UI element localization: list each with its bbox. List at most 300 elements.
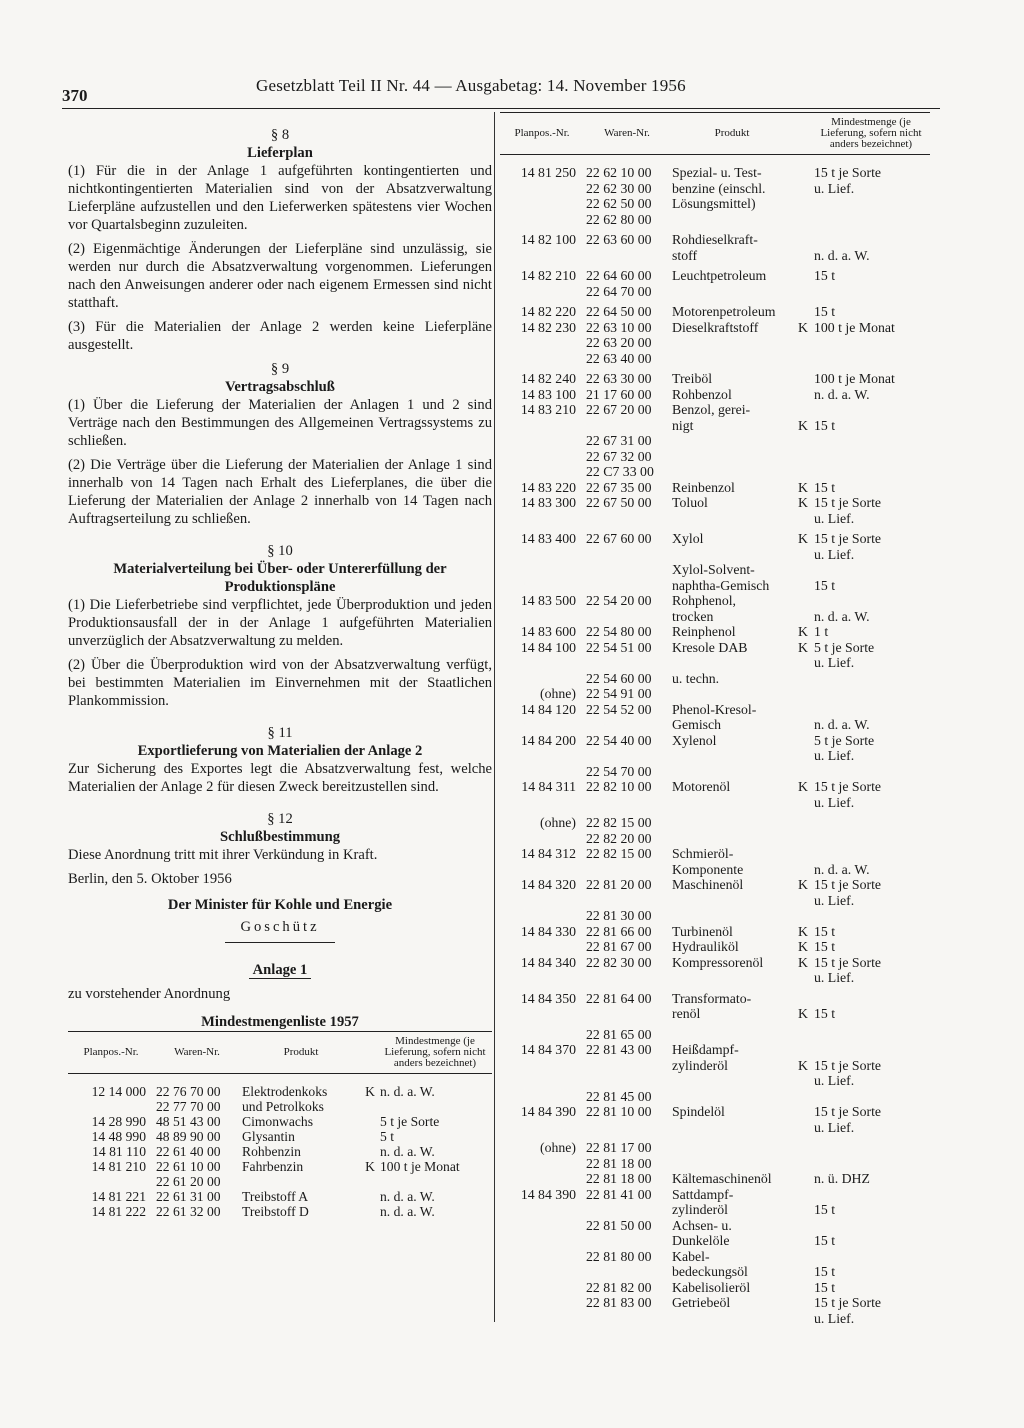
table-row <box>500 846 930 862</box>
cell-produkt <box>670 1120 794 1136</box>
cell-produkt <box>670 686 794 702</box>
cell-produkt <box>670 1073 794 1089</box>
left-column <box>68 124 492 1219</box>
cell-planpos <box>500 284 584 300</box>
cell-planpos <box>500 351 584 367</box>
table-row <box>500 655 930 671</box>
cell-k-mark <box>794 831 812 847</box>
cell-waren-nr: 22 64 60 00 <box>586 268 652 283</box>
cell-planpos <box>500 939 584 955</box>
cell-planpos: 14 84 120 <box>520 701 576 717</box>
cell-produkt <box>240 1174 362 1189</box>
cell-k-mark <box>794 1073 812 1089</box>
section-9-paragraph-1: (1) Über die Lieferung der Materialien der Anlagen 1 und 2 sind Verträge nach den Bestimmungen des Allgemeinen Vertragssystems zu schließen. <box>68 397 492 449</box>
cell-k-mark <box>794 196 812 212</box>
table-row <box>500 578 930 594</box>
cell-planpos <box>500 418 584 434</box>
cell-mindestmenge <box>812 1022 930 1043</box>
cell-planpos <box>500 609 584 625</box>
cell-k-mark <box>794 284 812 300</box>
cell-waren-nr: 22 63 10 00 <box>586 319 652 335</box>
cell-mindestmenge <box>812 212 930 228</box>
cell-mindestmenge <box>812 335 930 351</box>
cell-mindestmenge <box>812 831 930 847</box>
annex-subtitle: zu vorstehender Anordnung <box>68 986 231 1002</box>
cell-waren-nr <box>584 1264 670 1280</box>
min-quantity-table-right <box>500 112 930 1326</box>
cell-waren-nr <box>584 418 670 434</box>
running-header: Gesetzblatt Teil II Nr. 44 — Ausgabetag: 14. November 1956 <box>256 76 686 95</box>
table-row <box>500 1058 930 1074</box>
table-row <box>500 862 930 878</box>
cell-k-mark <box>794 1187 812 1203</box>
table-row <box>500 526 930 547</box>
cell-mindestmenge <box>812 196 930 212</box>
cell-waren-nr: 22 81 66 00 <box>586 923 652 939</box>
table-row <box>68 1144 492 1159</box>
cell-waren-nr: 22 C7 33 00 <box>586 464 654 479</box>
cell-k-mark <box>794 1171 812 1187</box>
cell-produkt: Dunkelöle <box>672 1233 730 1248</box>
table-row <box>500 1171 930 1187</box>
cell-mindestmenge: n. d. a. W. <box>380 1204 435 1219</box>
cell-mindestmenge <box>812 1249 930 1265</box>
table-row <box>500 609 930 625</box>
cell-planpos <box>500 464 584 480</box>
section-9-paragraph-2: (2) Die Verträge über die Lieferung der Materialien der Anlage 1 sind innerhalb von 14 Tagen nach Erhalt des Lieferplanes, die über die Lieferung der Materialien der Anlage 2 innerhalb von 14 Tagen nach Auftragserteilung zu schließen. <box>68 457 492 527</box>
cell-mindestmenge: 5 t <box>380 1129 394 1144</box>
cell-mindestmenge <box>812 671 930 687</box>
cell-k-mark <box>794 1233 812 1249</box>
cell-waren-nr: 22 76 70 00 <box>156 1084 221 1099</box>
cell-produkt: Xylol <box>672 531 704 546</box>
cell-produkt: Xylol-Solvent- <box>672 562 755 577</box>
cell-produkt <box>670 810 794 831</box>
cell-mindestmenge <box>812 846 930 862</box>
cell-waren-nr <box>584 1202 670 1218</box>
cell-k-mark <box>794 671 812 687</box>
table-row <box>500 1249 930 1265</box>
cell-waren-nr <box>584 511 670 527</box>
cell-k-mark <box>794 449 812 465</box>
cell-k-mark <box>362 1129 378 1144</box>
table-row <box>500 464 930 480</box>
cell-mindestmenge <box>812 764 930 780</box>
cell-planpos <box>500 908 584 924</box>
cell-k-mark <box>794 593 812 609</box>
table-row <box>68 1189 492 1204</box>
cell-k-mark <box>794 1311 812 1327</box>
table-row <box>500 212 930 228</box>
table-row <box>500 1264 930 1280</box>
cell-produkt <box>670 351 794 367</box>
cell-waren-nr: 22 82 15 00 <box>586 815 652 830</box>
table-row <box>68 1129 492 1144</box>
cell-produkt: Motorenöl <box>672 779 731 794</box>
cell-waren-nr: 22 81 18 00 <box>586 1155 652 1171</box>
cell-k-mark <box>362 1099 378 1114</box>
cell-waren-nr <box>584 578 670 594</box>
cell-waren-nr: 22 81 82 00 <box>586 1279 652 1295</box>
cell-planpos <box>500 511 584 527</box>
cell-planpos <box>500 1006 584 1022</box>
cell-mindestmenge <box>378 1099 492 1114</box>
table-row <box>500 1006 930 1022</box>
cell-produkt: Fahrbenzin <box>242 1159 304 1174</box>
cell-produkt <box>670 831 794 847</box>
table-row <box>500 640 930 656</box>
cell-planpos: (ohne) <box>539 1140 576 1155</box>
cell-mindestmenge <box>812 1218 930 1234</box>
section-12-paragraph-1: Diese Anordnung tritt mit ihrer Verkündung in Kraft. <box>68 847 378 863</box>
cell-mindestmenge: u. Lief. <box>814 546 855 562</box>
cell-mindestmenge: 15 t <box>814 923 836 939</box>
table-row <box>500 155 930 181</box>
signatory-name: Goschütz <box>240 919 320 935</box>
cell-planpos: 14 84 311 <box>521 779 576 794</box>
cell-k-mark <box>794 908 812 924</box>
cell-k-mark <box>794 1120 812 1136</box>
cell-produkt: nigt <box>672 417 694 433</box>
cell-k-mark <box>794 547 812 563</box>
cell-k-mark <box>794 1249 812 1265</box>
table-row <box>500 702 930 718</box>
cell-k-mark <box>794 366 812 387</box>
cell-planpos: 14 28 990 <box>91 1114 146 1129</box>
cell-mindestmenge: 15 t <box>814 1233 836 1248</box>
table-row <box>500 335 930 351</box>
cell-k-mark <box>794 702 812 718</box>
cell-waren-nr: 22 67 32 00 <box>586 448 652 464</box>
table-row <box>500 387 930 403</box>
cell-produkt: Turbinenöl <box>672 923 733 939</box>
cell-mindestmenge: 15 t <box>814 577 836 593</box>
cell-planpos: 14 84 320 <box>520 877 576 892</box>
cell-produkt <box>670 795 794 811</box>
cell-produkt: Reinbenzol <box>672 479 735 495</box>
cell-waren-nr: 22 81 30 00 <box>586 908 652 923</box>
table-row <box>500 924 930 940</box>
cell-mindestmenge <box>812 593 930 609</box>
cell-planpos: 14 81 222 <box>91 1204 146 1219</box>
cell-k-mark <box>794 609 812 625</box>
cell-produkt: Spindelöl <box>672 1104 725 1119</box>
header-min: Mindestmenge (je Lieferung, sofern nicht anders bezeichnet) <box>378 1032 492 1074</box>
cell-k-mark: K <box>798 479 808 495</box>
cell-planpos <box>500 1218 584 1234</box>
cell-produkt: Phenol-Kresol- <box>672 701 757 717</box>
table-row <box>500 748 930 764</box>
table-row <box>500 1311 930 1327</box>
cell-waren-nr: 22 54 40 00 <box>586 732 652 748</box>
section-8-paragraph-1: (1) Für die in der Anlage 1 aufgeführten kontingentierten und nichtkontingentierten Materialien sind von der Absatzverwaltung Lieferpläne aufzustellen und den Lieferwerken spätestens vier Wochen vor Quartalsbeginn zuzuleiten. <box>68 163 492 233</box>
cell-produkt: Achsen- u. <box>672 1217 732 1233</box>
cell-k-mark: K <box>798 1006 808 1021</box>
cell-produkt: Maschinenöl <box>672 877 744 892</box>
place-date: Berlin, den 5. Oktober 1956 <box>68 871 232 887</box>
cell-waren-nr: 22 63 20 00 <box>586 335 652 350</box>
cell-produkt <box>670 284 794 300</box>
cell-mindestmenge: 5 t je Sorte <box>380 1114 440 1129</box>
cell-k-mark <box>794 795 812 811</box>
cell-mindestmenge <box>812 284 930 300</box>
cell-mindestmenge: 15 t <box>814 304 836 319</box>
cell-mindestmenge <box>812 227 930 248</box>
cell-planpos <box>500 335 584 351</box>
cell-waren-nr: 22 81 80 00 <box>586 1248 652 1264</box>
cell-produkt: benzine (einschl. <box>672 180 766 196</box>
table-row <box>500 795 930 811</box>
cell-k-mark <box>794 764 812 780</box>
cell-produkt: Dieselkraftstoff <box>672 319 759 335</box>
signatory-title: Der Minister für Kohle und Energie <box>167 897 393 913</box>
cell-mindestmenge: 15 t je Sorte <box>814 779 882 794</box>
cell-produkt: Heißdampf- <box>672 1042 739 1057</box>
cell-mindestmenge: u. Lief. <box>814 970 855 985</box>
cell-k-mark <box>794 717 812 733</box>
cell-k-mark: K <box>798 779 808 794</box>
cell-planpos: 14 84 330 <box>520 923 576 939</box>
cell-mindestmenge: 15 t je Sorte <box>814 1295 882 1310</box>
cell-k-mark <box>362 1114 378 1129</box>
cell-mindestmenge: 15 t je Sorte <box>814 877 882 892</box>
cell-k-mark <box>794 1202 812 1218</box>
cell-waren-nr: 22 81 65 00 <box>586 1026 652 1042</box>
cell-planpos <box>500 1089 584 1105</box>
cell-waren-nr: 22 63 30 00 <box>586 371 652 386</box>
table-row <box>500 351 930 367</box>
cell-k-mark <box>794 263 812 284</box>
cell-waren-nr: 22 81 64 00 <box>586 990 652 1006</box>
cell-produkt: Treiböl <box>672 371 713 386</box>
cell-produkt <box>670 433 794 449</box>
cell-k-mark <box>794 1280 812 1296</box>
cell-k-mark <box>794 1104 812 1120</box>
section-10-title: Materialverteilung bei Über- oder Untererfüllung der Produktionspläne <box>113 561 447 595</box>
header-rule <box>62 108 940 109</box>
cell-k-mark <box>794 578 812 594</box>
cell-planpos <box>500 717 584 733</box>
cell-produkt: Kabelisolieröl <box>672 1279 751 1295</box>
cell-k-mark <box>794 1295 812 1311</box>
table-row <box>500 831 930 847</box>
cell-planpos <box>500 1073 584 1089</box>
cell-produkt: naphtha-Gemisch <box>672 577 770 593</box>
cell-planpos <box>500 862 584 878</box>
cell-k-mark <box>794 387 812 403</box>
table-row <box>500 366 930 387</box>
cell-mindestmenge <box>812 562 930 578</box>
cell-mindestmenge: u. Lief. <box>814 510 855 526</box>
cell-mindestmenge: 15 t <box>814 1279 836 1295</box>
cell-produkt: Sattdampf- <box>672 1186 734 1202</box>
cell-produkt: Rohbenzin <box>242 1144 301 1159</box>
cell-waren-nr <box>584 547 670 563</box>
cell-k-mark <box>794 733 812 749</box>
cell-mindestmenge <box>812 686 930 702</box>
table-row <box>500 893 930 909</box>
table-row <box>500 1202 930 1218</box>
table-row <box>68 1114 492 1129</box>
table-row <box>500 495 930 511</box>
header-pos: Planpos.-Nr. <box>68 1032 154 1074</box>
cell-mindestmenge <box>378 1174 492 1189</box>
cell-mindestmenge: n. d. a. W. <box>380 1144 435 1159</box>
cell-waren-nr: 22 81 83 00 <box>586 1295 652 1310</box>
cell-planpos <box>500 1156 584 1172</box>
table-row <box>500 299 930 320</box>
table-row <box>500 877 930 893</box>
cell-k-mark <box>794 248 812 264</box>
cell-produkt: Rohbenzol <box>672 386 732 402</box>
cell-produkt: zylinderöl <box>672 1057 728 1073</box>
table-row <box>68 1099 492 1114</box>
table-row <box>500 547 930 563</box>
cell-waren-nr: 22 54 70 00 <box>586 763 652 779</box>
table-row <box>500 1073 930 1089</box>
cell-planpos <box>500 671 584 687</box>
cell-waren-nr: 48 51 43 00 <box>156 1114 221 1129</box>
cell-planpos: 14 84 390 <box>520 1186 576 1202</box>
cell-produkt: stoff <box>672 247 698 263</box>
cell-waren-nr: 22 64 50 00 <box>586 304 652 319</box>
cell-waren-nr <box>584 795 670 811</box>
cell-planpos: 14 83 210 <box>520 402 576 417</box>
cell-waren-nr: 22 82 20 00 <box>586 830 652 846</box>
cell-planpos: 14 83 600 <box>520 624 576 639</box>
cell-k-mark <box>794 433 812 449</box>
table-row <box>500 686 930 702</box>
cell-waren-nr <box>584 1058 670 1074</box>
table-row <box>500 764 930 780</box>
table-row <box>500 810 930 831</box>
table-row <box>500 1022 930 1043</box>
cell-planpos: 14 84 350 <box>520 990 576 1006</box>
cell-planpos <box>500 433 584 449</box>
cell-produkt: und Petrolkoks <box>242 1099 324 1114</box>
cell-mindestmenge <box>812 1135 930 1156</box>
cell-waren-nr: 22 54 60 00 <box>586 670 652 686</box>
section-8-title: Lieferplan <box>247 145 313 161</box>
cell-produkt: Reinphenol <box>672 624 736 639</box>
cell-planpos: 14 82 230 <box>520 319 576 335</box>
cell-mindestmenge: u. Lief. <box>814 1119 855 1135</box>
cell-waren-nr: 22 61 10 00 <box>156 1159 221 1174</box>
cell-mindestmenge: 100 t je Monat <box>814 371 895 386</box>
cell-mindestmenge: n. d. a. W. <box>814 717 870 732</box>
cell-waren-nr: 22 54 20 00 <box>586 593 652 608</box>
cell-planpos <box>500 181 584 197</box>
cell-mindestmenge: u. Lief. <box>814 794 855 810</box>
cell-mindestmenge: 15 t je Sorte <box>814 495 882 510</box>
section-10-number: § 10 <box>267 543 293 559</box>
cell-planpos <box>68 1174 154 1189</box>
cell-planpos <box>500 196 584 212</box>
cell-waren-nr: 22 81 18 00 <box>586 1171 652 1186</box>
cell-waren-nr: 22 82 10 00 <box>586 779 652 794</box>
cell-waren-nr <box>584 717 670 733</box>
section-9-title: Vertragsabschluß <box>225 379 335 395</box>
cell-planpos: 12 14 000 <box>91 1084 146 1099</box>
cell-mindestmenge <box>812 464 930 480</box>
cell-k-mark <box>794 862 812 878</box>
cell-k-mark <box>794 562 812 578</box>
list-title: Mindestmengenliste 1957 <box>201 1014 359 1030</box>
cell-k-mark <box>362 1189 378 1204</box>
cell-planpos <box>500 1264 584 1280</box>
cell-waren-nr <box>584 1073 670 1089</box>
table-row <box>500 908 930 924</box>
cell-k-mark <box>794 810 812 831</box>
cell-planpos: 14 84 200 <box>520 732 576 748</box>
cell-waren-nr <box>584 609 670 625</box>
header-k <box>362 1032 378 1074</box>
cell-waren-nr <box>584 655 670 671</box>
cell-k-mark <box>794 511 812 527</box>
cell-k-mark <box>794 1218 812 1234</box>
cell-mindestmenge <box>812 810 930 831</box>
cell-waren-nr <box>584 970 670 986</box>
cell-planpos <box>500 1120 584 1136</box>
cell-waren-nr: 22 67 20 00 <box>586 402 652 417</box>
cell-mindestmenge: n. d. a. W. <box>814 861 870 877</box>
cell-planpos <box>500 449 584 465</box>
header-produkt: Produkt <box>670 113 794 155</box>
cell-produkt: Getriebeöl <box>672 1295 731 1310</box>
min-quantity-table-left <box>68 1031 492 1219</box>
header-min: Mindestmenge (je Lieferung, sofern nicht anders bezeichnet) <box>812 113 930 155</box>
cell-produkt: Cimonwachs <box>242 1114 313 1129</box>
cell-mindestmenge: 5 t je Sorte <box>814 639 875 655</box>
table-row <box>500 562 930 578</box>
cell-mindestmenge: n. d. a. W. <box>380 1189 435 1204</box>
cell-k-mark <box>794 1022 812 1043</box>
cell-k-mark: K <box>798 939 808 954</box>
cell-k-mark: K <box>798 495 808 510</box>
cell-produkt <box>670 464 794 480</box>
cell-produkt: Toluol <box>672 495 708 510</box>
table-row <box>500 1156 930 1172</box>
cell-mindestmenge <box>812 908 930 924</box>
cell-k-mark <box>794 402 812 418</box>
cell-k-mark <box>362 1174 378 1189</box>
cell-waren-nr: 22 81 45 00 <box>586 1088 652 1104</box>
cell-k-mark: K <box>798 923 808 939</box>
cell-mindestmenge <box>812 402 930 418</box>
cell-produkt: Schmieröl- <box>672 846 734 861</box>
cell-planpos <box>500 655 584 671</box>
cell-mindestmenge <box>812 1042 930 1058</box>
cell-mindestmenge <box>812 1187 930 1203</box>
cell-produkt: Rohphenol, <box>672 593 736 608</box>
cell-planpos: (ohne) <box>539 815 576 830</box>
cell-waren-nr: 22 82 30 00 <box>586 954 652 970</box>
cell-produkt <box>670 908 794 924</box>
cell-waren-nr: 22 81 20 00 <box>586 877 652 892</box>
cell-planpos: 14 83 500 <box>520 593 576 608</box>
header-pos: Planpos.-Nr. <box>500 113 584 155</box>
cell-produkt <box>670 970 794 986</box>
cell-produkt <box>670 1089 794 1105</box>
cell-produkt: Treibstoff A <box>242 1189 309 1204</box>
cell-waren-nr: 22 61 32 00 <box>156 1204 221 1219</box>
cell-mindestmenge <box>812 702 930 718</box>
cell-k-mark <box>794 893 812 909</box>
table-row <box>500 433 930 449</box>
cell-waren-nr: 22 54 80 00 <box>586 624 652 639</box>
cell-produkt <box>670 748 794 764</box>
section-12-title: Schlußbestimmung <box>219 829 341 845</box>
